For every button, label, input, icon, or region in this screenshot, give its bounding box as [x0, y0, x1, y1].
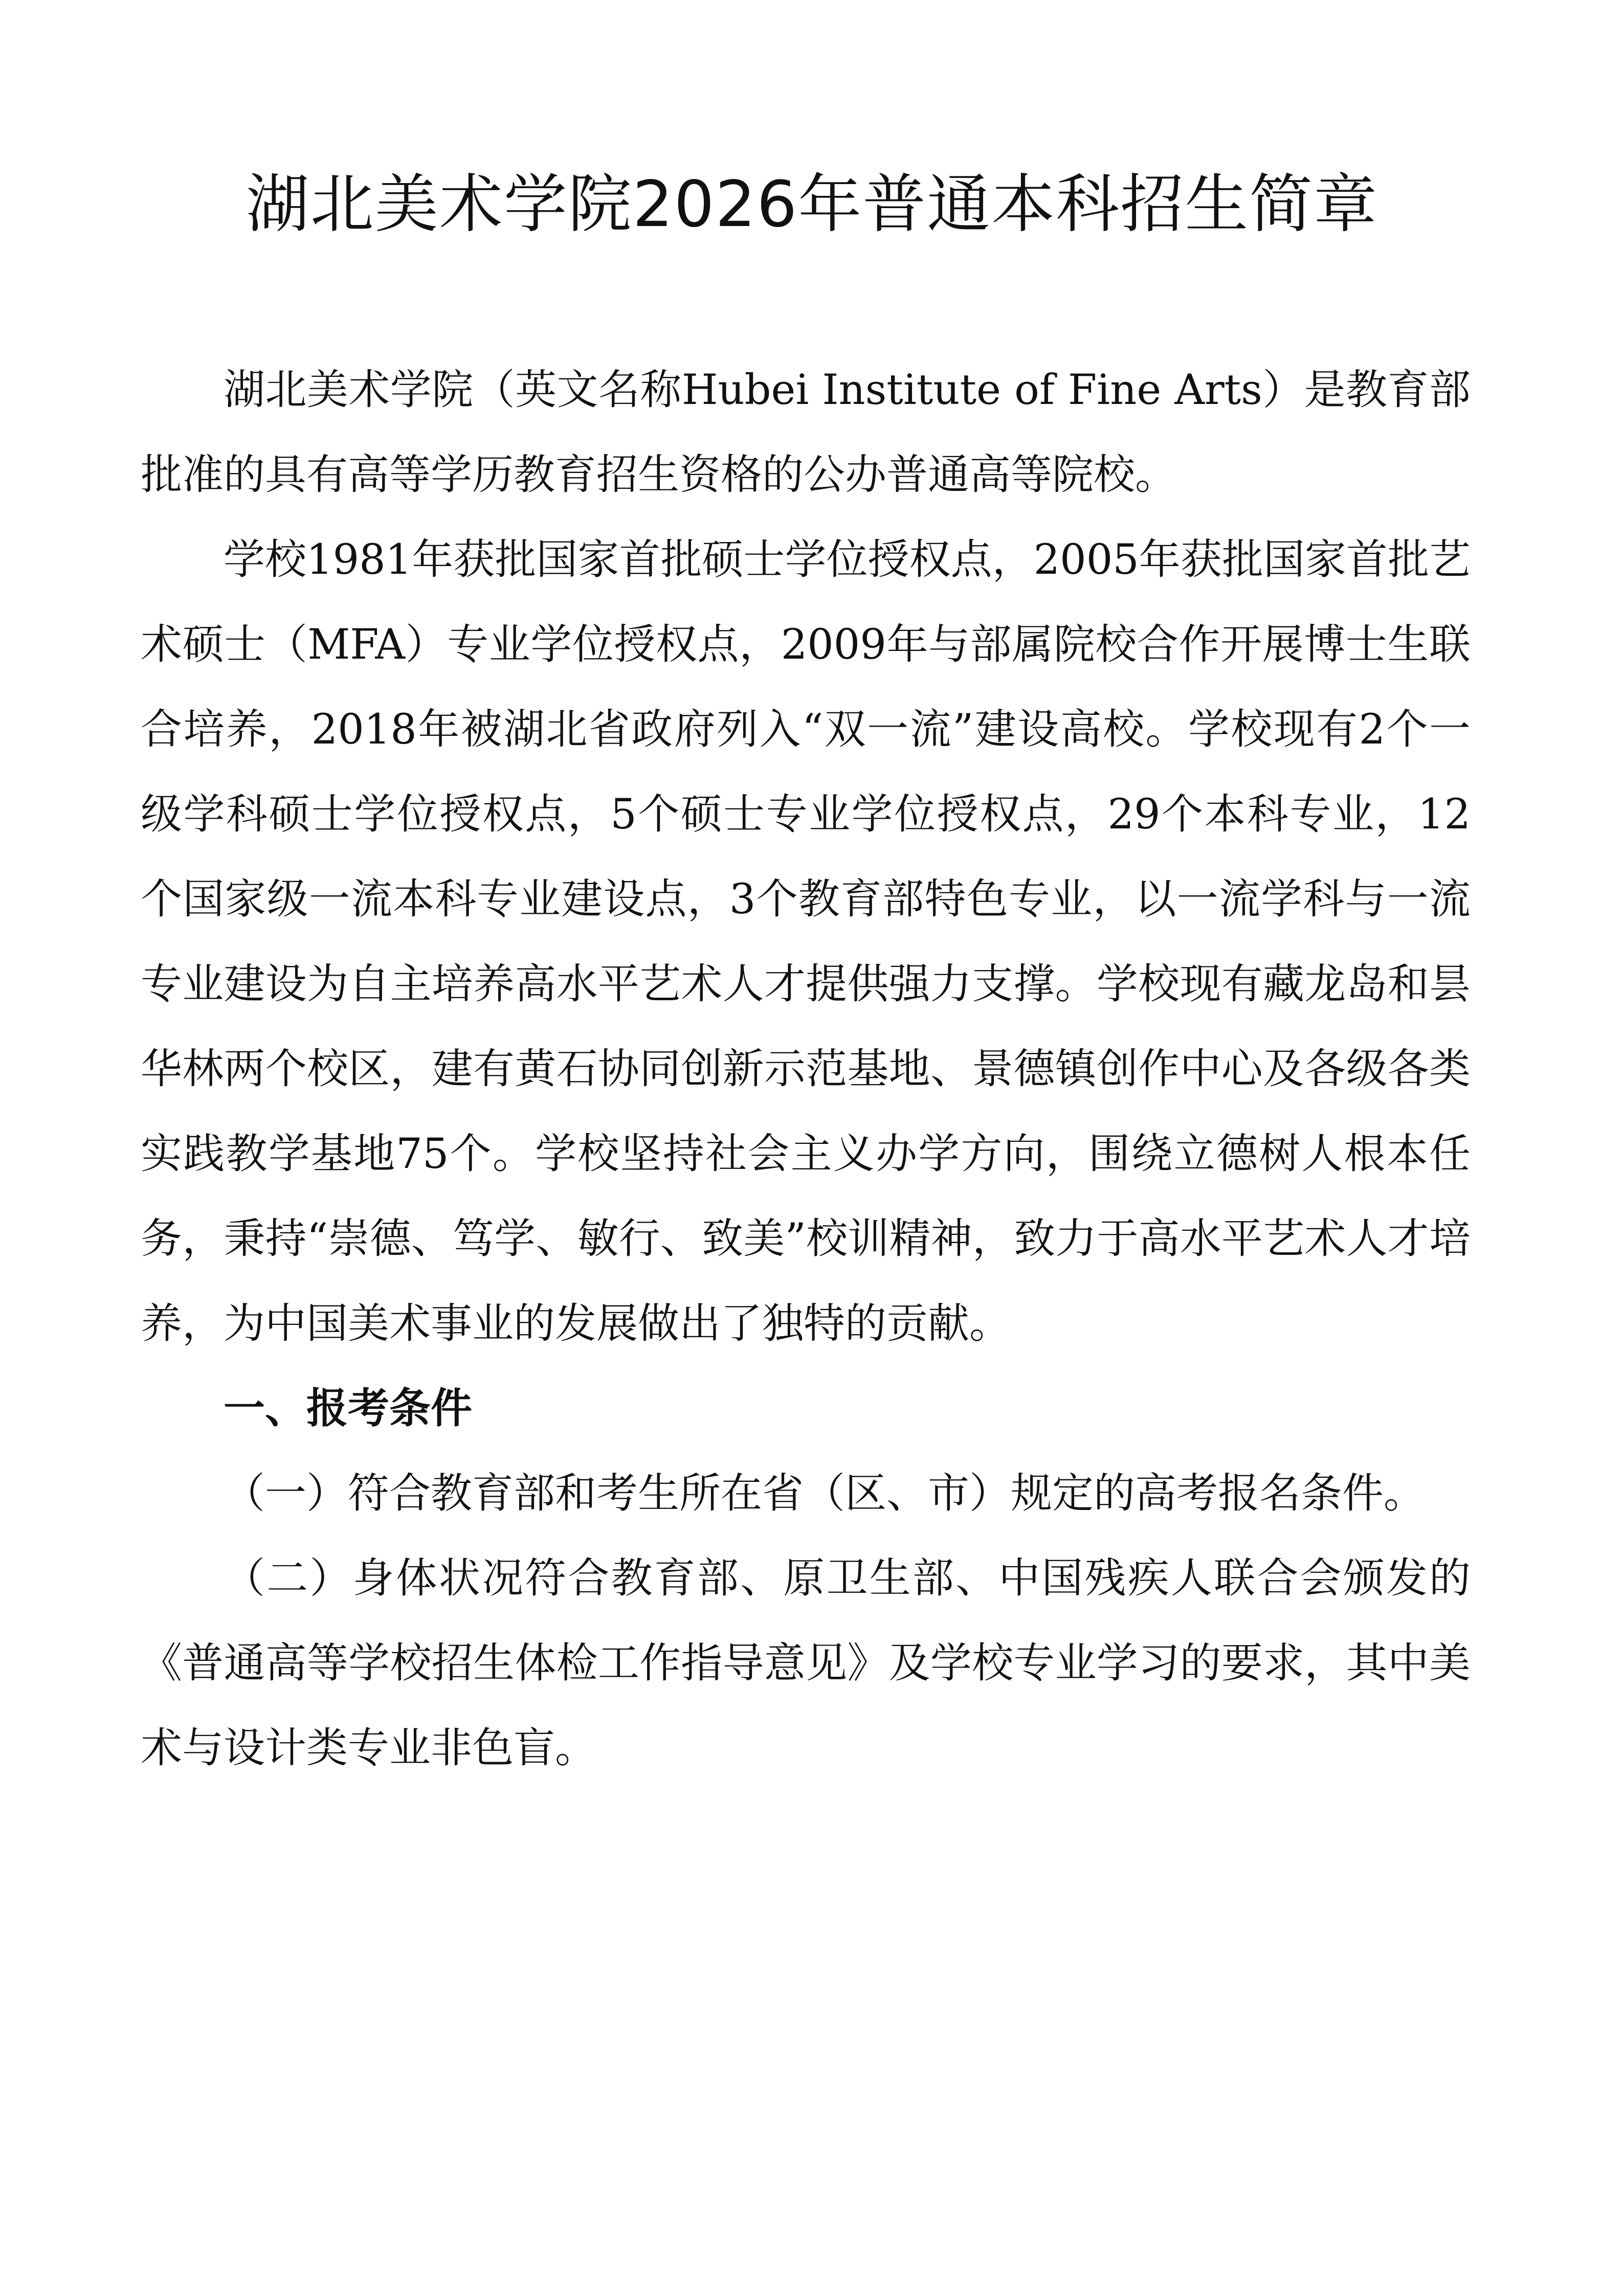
- intro-paragraph-1: 湖北美术学院（英文名称Hubei Institute of Fine Arts）是教育部批准的具有高等学历教育招生资格的公办普通高等院校。: [141, 366, 1471, 499]
- eligibility-item-2: （二）身体状况符合教育部、原卫生部、中国残疾人联合会颁发的《普通高等学校招生体检工作指导意见》及学校专业学习的要求，其中美术与设计类专业非色盲。: [141, 1555, 1471, 1772]
- section-heading-eligibility: 一、报考条件: [224, 1385, 473, 1433]
- document-body: [141, 348, 1471, 1791]
- page-title: 湖北美术学院2026年普通本科招生简章: [246, 168, 1378, 241]
- intro-paragraph-2: 学校1981年获批国家首批硕士学位授权点，2005年获批国家首批艺术硕士（MFA）专业学位授权点，2009年与部属院校合作开展博士生联合培养，2018年被湖北省政府列入“双一流”建设高校。学校现有2个一级学科硕士学位授权点，5个硕士专业学位授权点，29个本科专业，12个国家级一流本科专业建设点，3个教育部特色专业，以一流学科与一流专业建设为自主培养高水平艺术人才提供强力支撑。学校现有藏龙岛和昙华林两个校区，建有黄石协同创新示范基地、景德镇创作中心及各级各类实践教学基地75个。学校坚持社会主义办学方向，围绕立德树人根本任务，秉持“崇德、笃学、敏行、致美”校训精神，致力于高水平艺术人才培养，为中国美术事业的发展做出了独特的贡献。: [141, 536, 1471, 1348]
- eligibility-item-1: （一）符合教育部和考生所在省（区、市）规定的高考报名条件。: [224, 1470, 1426, 1518]
